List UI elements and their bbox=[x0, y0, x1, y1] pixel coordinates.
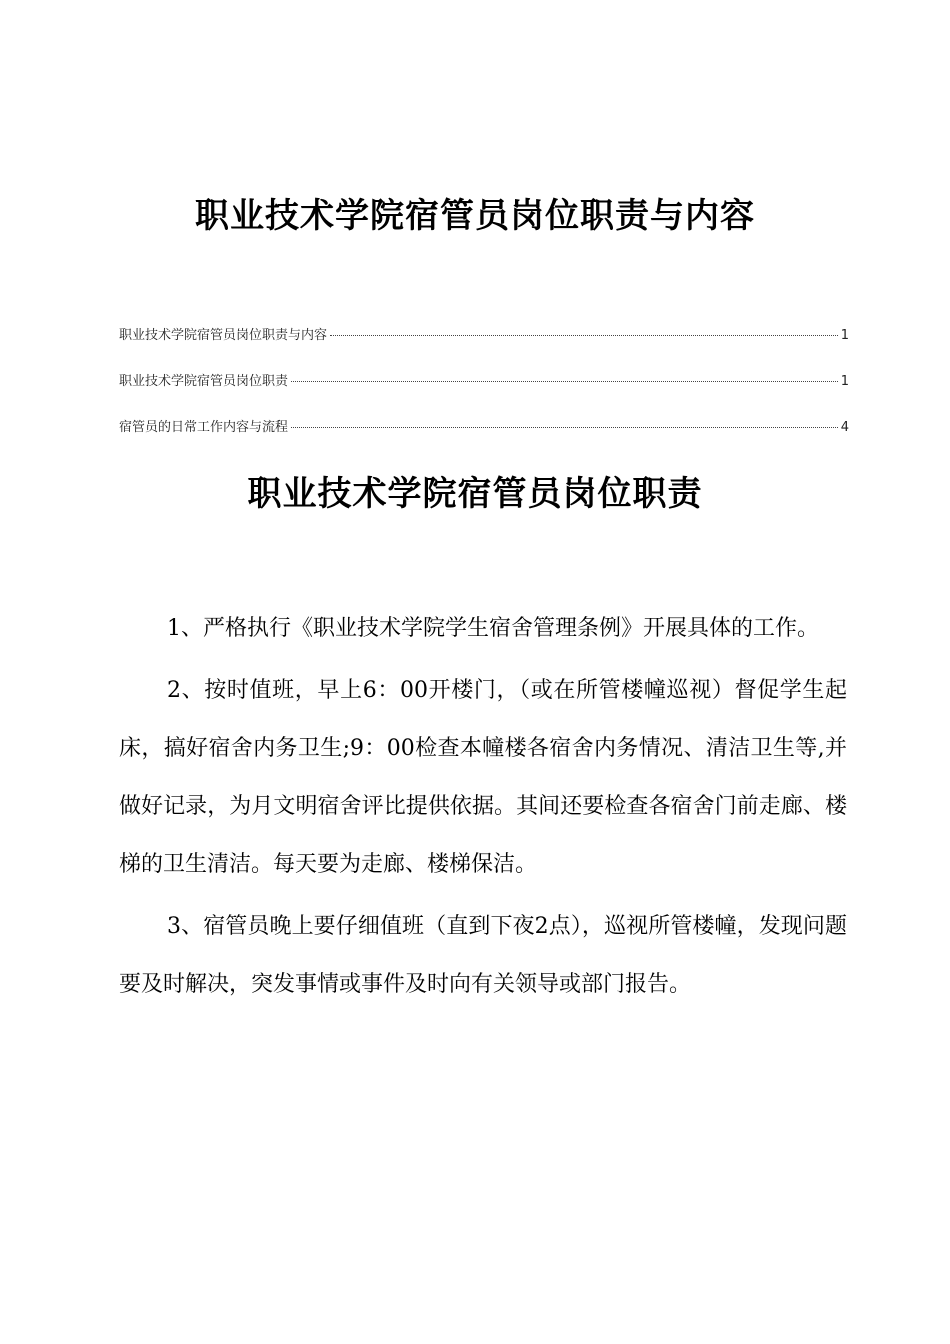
toc-entry[interactable] bbox=[119, 324, 849, 370]
section-body bbox=[119, 600, 847, 1018]
toc-entry-page: 1 bbox=[840, 328, 849, 343]
paragraph: 2、按时值班，早上6：00开楼门，（或在所管楼幢巡视）督促学生起床，搞好宿舍内务卫生;9：00检查本幢楼各宿舍内务情况、清洁卫生等,并做好记录，为月文明宿舍评比提供依据。其间还要检查各宿舍门前走廊、楼梯的卫生清洁。每天要为走廊、楼梯保洁。 bbox=[119, 678, 847, 877]
toc-leader-dots bbox=[291, 381, 838, 382]
toc-entry-label: 职业技术学院宿管员岗位职责与内容 bbox=[119, 328, 328, 343]
table-of-contents bbox=[119, 324, 849, 462]
toc-entry-label: 职业技术学院宿管员岗位职责 bbox=[119, 374, 289, 389]
section-title: 职业技术学院宿管员岗位职责 bbox=[247, 474, 703, 514]
paragraph: 1、严格执行《职业技术学院学生宿舍管理条例》开展具体的工作。 bbox=[167, 616, 819, 641]
toc-leader-dots bbox=[330, 335, 838, 336]
toc-entry-label: 宿管员的日常工作内容与流程 bbox=[119, 420, 289, 435]
toc-entry-page: 4 bbox=[840, 420, 849, 435]
toc-leader-dots bbox=[291, 427, 838, 428]
document-title: 职业技术学院宿管员岗位职责与内容 bbox=[195, 196, 755, 236]
toc-entry-page: 1 bbox=[840, 374, 849, 389]
toc-entry[interactable] bbox=[119, 416, 849, 462]
paragraph: 3、宿管员晚上要仔细值班（直到下夜2点），巡视所管楼幢，发现问题要及时解决，突发事情或事件及时向有关领导或部门报告。 bbox=[119, 914, 847, 997]
toc-entry[interactable] bbox=[119, 370, 849, 416]
